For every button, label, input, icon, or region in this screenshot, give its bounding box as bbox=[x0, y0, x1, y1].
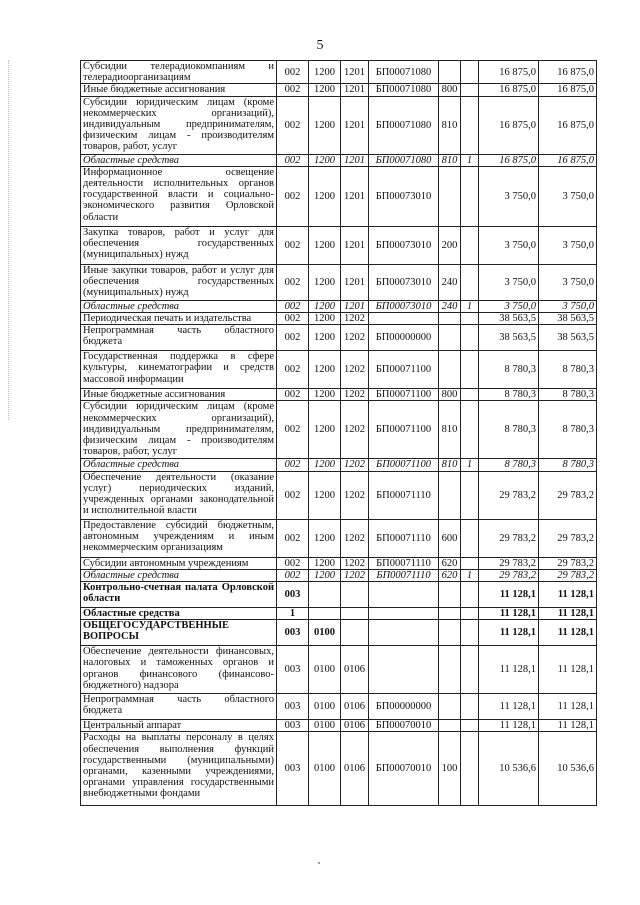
row-grbs-cell: 002 bbox=[277, 459, 309, 471]
row-section-cell: 1200 bbox=[309, 325, 341, 351]
row-name-cell: Субсидии юридическим лицам (кроме некоммерческих организаций), индивидуальным предпринимателям, физическим лицам - производителям товаров, работ, услуг bbox=[81, 96, 277, 154]
row-expense-type-cell bbox=[439, 166, 461, 226]
row-subsection-cell: 1201 bbox=[341, 61, 369, 84]
row-source-cell bbox=[461, 608, 479, 620]
row-section-cell: 0100 bbox=[309, 646, 341, 694]
table-row bbox=[81, 646, 597, 694]
row-value-1-cell: 8 780,3 bbox=[479, 351, 539, 389]
row-value-1-cell: 3 750,0 bbox=[479, 300, 539, 312]
row-grbs-cell: 003 bbox=[277, 720, 309, 732]
row-grbs-cell: 003 bbox=[277, 620, 309, 646]
row-expense-type-cell: 620 bbox=[439, 557, 461, 569]
row-subsection-cell: 1201 bbox=[341, 166, 369, 226]
row-subsection-cell: 0106 bbox=[341, 694, 369, 720]
row-target-article-cell: БП00071100 bbox=[369, 351, 439, 389]
row-name-cell: Непрограммная часть областного бюджета bbox=[81, 325, 277, 351]
table-row bbox=[81, 313, 597, 325]
row-name-cell: Иные закупки товаров, работ и услуг для обеспечения государственных (муниципальных) нужд bbox=[81, 264, 277, 300]
table-row bbox=[81, 264, 597, 300]
row-expense-type-cell bbox=[439, 620, 461, 646]
row-subsection-cell: 1201 bbox=[341, 84, 369, 96]
row-source-cell bbox=[461, 401, 479, 459]
row-name-cell: Предоставление субсидий бюджетным, автономным учреждениям и иным некоммерческим организациям bbox=[81, 519, 277, 557]
row-target-article-cell bbox=[369, 582, 439, 608]
row-value-2-cell: 29 783,2 bbox=[539, 557, 597, 569]
row-section-cell: 1200 bbox=[309, 351, 341, 389]
table-row bbox=[81, 154, 597, 166]
row-expense-type-cell: 200 bbox=[439, 226, 461, 264]
table-row bbox=[81, 300, 597, 312]
row-value-2-cell: 11 128,1 bbox=[539, 646, 597, 694]
row-value-2-cell: 29 783,2 bbox=[539, 569, 597, 581]
row-grbs-cell: 002 bbox=[277, 471, 309, 519]
row-value-1-cell: 38 563,5 bbox=[479, 313, 539, 325]
row-value-1-cell: 8 780,3 bbox=[479, 401, 539, 459]
row-name-cell: Областные средства bbox=[81, 300, 277, 312]
table-row bbox=[81, 61, 597, 84]
row-name-cell: Иные бюджетные ассигнования bbox=[81, 84, 277, 96]
row-value-2-cell: 10 536,6 bbox=[539, 732, 597, 806]
row-grbs-cell: 003 bbox=[277, 582, 309, 608]
row-target-article-cell: БП00071100 bbox=[369, 389, 439, 401]
row-source-cell bbox=[461, 582, 479, 608]
row-source-cell bbox=[461, 264, 479, 300]
row-subsection-cell: 1201 bbox=[341, 264, 369, 300]
table-row bbox=[81, 720, 597, 732]
row-value-1-cell: 3 750,0 bbox=[479, 264, 539, 300]
row-subsection-cell bbox=[341, 620, 369, 646]
row-name-cell: Расходы на выплаты персоналу в целях обеспечения выполнения функций государственными (муниципальными) органами, казенными учреждениями, органами управления государственными внебюджетными фондами bbox=[81, 732, 277, 806]
row-target-article-cell bbox=[369, 646, 439, 694]
row-subsection-cell: 1201 bbox=[341, 226, 369, 264]
row-value-2-cell: 3 750,0 bbox=[539, 166, 597, 226]
row-source-cell bbox=[461, 226, 479, 264]
row-name-cell: Информационное освещение деятельности исполнительных органов государственной власти и социально-экономического развития Орловской области bbox=[81, 166, 277, 226]
row-value-1-cell: 16 875,0 bbox=[479, 84, 539, 96]
row-value-1-cell: 16 875,0 bbox=[479, 96, 539, 154]
row-name-cell: Государственная поддержка в сфере культуры, кинематографии и средств массовой информации bbox=[81, 351, 277, 389]
row-grbs-cell: 003 bbox=[277, 646, 309, 694]
row-subsection-cell: 1202 bbox=[341, 569, 369, 581]
row-section-cell: 1200 bbox=[309, 264, 341, 300]
table-row bbox=[81, 582, 597, 608]
table-row bbox=[81, 519, 597, 557]
row-value-2-cell: 11 128,1 bbox=[539, 620, 597, 646]
row-section-cell bbox=[309, 608, 341, 620]
row-value-2-cell: 8 780,3 bbox=[539, 401, 597, 459]
table-row bbox=[81, 84, 597, 96]
row-grbs-cell: 002 bbox=[277, 300, 309, 312]
row-section-cell: 1200 bbox=[309, 226, 341, 264]
row-value-1-cell: 11 128,1 bbox=[479, 582, 539, 608]
row-expense-type-cell: 810 bbox=[439, 459, 461, 471]
row-value-2-cell: 38 563,5 bbox=[539, 313, 597, 325]
row-value-1-cell: 3 750,0 bbox=[479, 226, 539, 264]
row-value-1-cell: 29 783,2 bbox=[479, 557, 539, 569]
row-name-cell: Закупка товаров, работ и услуг для обеспечения государственных (муниципальных) нужд bbox=[81, 226, 277, 264]
row-source-cell bbox=[461, 325, 479, 351]
row-grbs-cell: 003 bbox=[277, 694, 309, 720]
row-grbs-cell: 002 bbox=[277, 96, 309, 154]
table-row bbox=[81, 166, 597, 226]
table-row bbox=[81, 401, 597, 459]
row-value-2-cell: 16 875,0 bbox=[539, 96, 597, 154]
row-source-cell bbox=[461, 61, 479, 84]
row-source-cell bbox=[461, 471, 479, 519]
row-subsection-cell: 1201 bbox=[341, 96, 369, 154]
table-row bbox=[81, 459, 597, 471]
row-grbs-cell: 002 bbox=[277, 226, 309, 264]
row-target-article-cell: БП00073010 bbox=[369, 300, 439, 312]
table-row bbox=[81, 620, 597, 646]
row-subsection-cell: 1202 bbox=[341, 519, 369, 557]
row-target-article-cell: БП00073010 bbox=[369, 226, 439, 264]
row-section-cell: 1200 bbox=[309, 471, 341, 519]
row-target-article-cell: БП00073010 bbox=[369, 166, 439, 226]
row-value-1-cell: 11 128,1 bbox=[479, 694, 539, 720]
row-section-cell: 1200 bbox=[309, 84, 341, 96]
row-source-cell: 1 bbox=[461, 300, 479, 312]
row-value-2-cell: 16 875,0 bbox=[539, 84, 597, 96]
row-source-cell: 1 bbox=[461, 154, 479, 166]
row-value-2-cell: 8 780,3 bbox=[539, 459, 597, 471]
row-subsection-cell bbox=[341, 608, 369, 620]
table-row bbox=[81, 471, 597, 519]
row-subsection-cell bbox=[341, 582, 369, 608]
row-value-1-cell: 8 780,3 bbox=[479, 459, 539, 471]
row-expense-type-cell bbox=[439, 325, 461, 351]
row-name-cell: Иные бюджетные ассигнования bbox=[81, 389, 277, 401]
row-grbs-cell: 002 bbox=[277, 166, 309, 226]
row-grbs-cell: 002 bbox=[277, 264, 309, 300]
row-target-article-cell: БП00071080 bbox=[369, 96, 439, 154]
table-row bbox=[81, 389, 597, 401]
row-value-1-cell: 11 128,1 bbox=[479, 720, 539, 732]
row-section-cell: 1200 bbox=[309, 519, 341, 557]
row-section-cell: 0100 bbox=[309, 732, 341, 806]
row-grbs-cell: 002 bbox=[277, 557, 309, 569]
row-subsection-cell: 0106 bbox=[341, 732, 369, 806]
row-source-cell: 1 bbox=[461, 569, 479, 581]
row-value-1-cell: 11 128,1 bbox=[479, 620, 539, 646]
row-target-article-cell: БП00071110 bbox=[369, 557, 439, 569]
row-section-cell: 1200 bbox=[309, 401, 341, 459]
row-expense-type-cell: 240 bbox=[439, 300, 461, 312]
row-value-1-cell: 29 783,2 bbox=[479, 569, 539, 581]
row-subsection-cell: 1202 bbox=[341, 471, 369, 519]
row-value-2-cell: 8 780,3 bbox=[539, 351, 597, 389]
row-name-cell: Обеспечение деятельности (оказание услуг) периодических изданий, учрежденных органами законодательной и исполнительной власти bbox=[81, 471, 277, 519]
table-row bbox=[81, 351, 597, 389]
row-name-cell: ОБЩЕГОСУДАРСТВЕННЫЕ ВОПРОСЫ bbox=[81, 620, 277, 646]
row-expense-type-cell: 800 bbox=[439, 389, 461, 401]
row-expense-type-cell bbox=[439, 313, 461, 325]
row-section-cell: 1200 bbox=[309, 569, 341, 581]
table-row bbox=[81, 694, 597, 720]
row-expense-type-cell bbox=[439, 61, 461, 84]
row-subsection-cell: 1202 bbox=[341, 389, 369, 401]
row-section-cell: 0100 bbox=[309, 720, 341, 732]
row-expense-type-cell: 800 bbox=[439, 84, 461, 96]
row-grbs-cell: 002 bbox=[277, 84, 309, 96]
row-grbs-cell: 002 bbox=[277, 61, 309, 84]
row-grbs-cell: 1 bbox=[277, 608, 309, 620]
row-target-article-cell: БП00071110 bbox=[369, 471, 439, 519]
row-grbs-cell: 002 bbox=[277, 519, 309, 557]
row-name-cell: Областные средства bbox=[81, 154, 277, 166]
row-target-article-cell bbox=[369, 608, 439, 620]
row-target-article-cell: БП00071080 bbox=[369, 154, 439, 166]
row-section-cell: 1200 bbox=[309, 313, 341, 325]
row-value-2-cell: 11 128,1 bbox=[539, 694, 597, 720]
row-expense-type-cell bbox=[439, 694, 461, 720]
table-row bbox=[81, 226, 597, 264]
row-value-1-cell: 3 750,0 bbox=[479, 166, 539, 226]
row-subsection-cell: 0106 bbox=[341, 720, 369, 732]
row-name-cell: Субсидии автономным учреждениям bbox=[81, 557, 277, 569]
row-section-cell: 0100 bbox=[309, 694, 341, 720]
row-source-cell bbox=[461, 646, 479, 694]
row-source-cell bbox=[461, 557, 479, 569]
row-subsection-cell: 1202 bbox=[341, 313, 369, 325]
row-grbs-cell: 002 bbox=[277, 401, 309, 459]
row-expense-type-cell: 240 bbox=[439, 264, 461, 300]
row-source-cell bbox=[461, 620, 479, 646]
row-subsection-cell: 1202 bbox=[341, 459, 369, 471]
scan-speck bbox=[318, 862, 320, 864]
row-expense-type-cell: 810 bbox=[439, 96, 461, 154]
table-row bbox=[81, 732, 597, 806]
row-value-1-cell: 29 783,2 bbox=[479, 471, 539, 519]
row-source-cell bbox=[461, 389, 479, 401]
row-target-article-cell: БП00070010 bbox=[369, 720, 439, 732]
row-source-cell bbox=[461, 96, 479, 154]
row-source-cell bbox=[461, 519, 479, 557]
row-section-cell: 1200 bbox=[309, 154, 341, 166]
row-target-article-cell: БП00071080 bbox=[369, 84, 439, 96]
row-value-1-cell: 8 780,3 bbox=[479, 389, 539, 401]
row-grbs-cell: 002 bbox=[277, 569, 309, 581]
row-source-cell bbox=[461, 694, 479, 720]
row-grbs-cell: 002 bbox=[277, 325, 309, 351]
row-source-cell bbox=[461, 313, 479, 325]
row-source-cell bbox=[461, 732, 479, 806]
row-value-1-cell: 16 875,0 bbox=[479, 154, 539, 166]
row-value-2-cell: 16 875,0 bbox=[539, 61, 597, 84]
row-source-cell bbox=[461, 166, 479, 226]
row-value-2-cell: 3 750,0 bbox=[539, 300, 597, 312]
row-expense-type-cell: 810 bbox=[439, 154, 461, 166]
row-name-cell: Непрограммная часть областного бюджета bbox=[81, 694, 277, 720]
row-expense-type-cell bbox=[439, 608, 461, 620]
row-target-article-cell: БП00071110 bbox=[369, 569, 439, 581]
row-value-2-cell: 29 783,2 bbox=[539, 471, 597, 519]
row-expense-type-cell: 100 bbox=[439, 732, 461, 806]
row-value-2-cell: 16 875,0 bbox=[539, 154, 597, 166]
table-row bbox=[81, 557, 597, 569]
row-value-1-cell: 29 783,2 bbox=[479, 519, 539, 557]
row-target-article-cell bbox=[369, 620, 439, 646]
table-row bbox=[81, 325, 597, 351]
row-value-1-cell: 16 875,0 bbox=[479, 61, 539, 84]
row-section-cell: 1200 bbox=[309, 300, 341, 312]
budget-table bbox=[80, 60, 597, 806]
row-expense-type-cell: 600 bbox=[439, 519, 461, 557]
row-value-2-cell: 29 783,2 bbox=[539, 519, 597, 557]
row-grbs-cell: 002 bbox=[277, 389, 309, 401]
row-subsection-cell: 1202 bbox=[341, 325, 369, 351]
row-expense-type-cell bbox=[439, 351, 461, 389]
budget-table-body bbox=[81, 61, 597, 806]
row-target-article-cell: БП00071080 bbox=[369, 61, 439, 84]
table-row bbox=[81, 96, 597, 154]
row-expense-type-cell bbox=[439, 646, 461, 694]
row-source-cell bbox=[461, 351, 479, 389]
row-value-2-cell: 38 563,5 bbox=[539, 325, 597, 351]
row-value-2-cell: 11 128,1 bbox=[539, 608, 597, 620]
page-number: 5 bbox=[316, 38, 324, 53]
row-name-cell: Областные средства bbox=[81, 569, 277, 581]
row-name-cell: Областные средства bbox=[81, 459, 277, 471]
row-target-article-cell: БП00071100 bbox=[369, 401, 439, 459]
table-row bbox=[81, 608, 597, 620]
scan-margin-line bbox=[8, 60, 10, 420]
row-section-cell: 1200 bbox=[309, 459, 341, 471]
row-name-cell: Субсидии юридическим лицам (кроме некоммерческих организаций), индивидуальным предпринимателям, физическим лицам - производителям товаров, работ, услуг bbox=[81, 401, 277, 459]
row-target-article-cell: БП00071110 bbox=[369, 519, 439, 557]
row-target-article-cell: БП00073010 bbox=[369, 264, 439, 300]
row-expense-type-cell bbox=[439, 471, 461, 519]
row-expense-type-cell: 620 bbox=[439, 569, 461, 581]
row-value-1-cell: 11 128,1 bbox=[479, 646, 539, 694]
row-section-cell: 1200 bbox=[309, 61, 341, 84]
row-name-cell: Областные средства bbox=[81, 608, 277, 620]
row-source-cell bbox=[461, 720, 479, 732]
row-expense-type-cell bbox=[439, 720, 461, 732]
row-subsection-cell: 1201 bbox=[341, 300, 369, 312]
row-name-cell: Центральный аппарат bbox=[81, 720, 277, 732]
row-value-2-cell: 11 128,1 bbox=[539, 582, 597, 608]
row-name-cell: Обеспечение деятельности финансовых, налоговых и таможенных органов и органов финансового (финансово-бюджетного) надзора bbox=[81, 646, 277, 694]
row-value-2-cell: 8 780,3 bbox=[539, 389, 597, 401]
row-value-1-cell: 10 536,6 bbox=[479, 732, 539, 806]
row-grbs-cell: 002 bbox=[277, 154, 309, 166]
row-subsection-cell: 1202 bbox=[341, 401, 369, 459]
row-value-2-cell: 3 750,0 bbox=[539, 264, 597, 300]
row-section-cell: 1200 bbox=[309, 166, 341, 226]
row-value-2-cell: 3 750,0 bbox=[539, 226, 597, 264]
row-value-1-cell: 11 128,1 bbox=[479, 608, 539, 620]
row-subsection-cell: 0106 bbox=[341, 646, 369, 694]
row-grbs-cell: 002 bbox=[277, 313, 309, 325]
row-target-article-cell: БП00070010 bbox=[369, 732, 439, 806]
row-section-cell: 0100 bbox=[309, 620, 341, 646]
row-section-cell bbox=[309, 582, 341, 608]
row-name-cell: Субсидии телерадиокомпаниям и телерадиоорганизациям bbox=[81, 61, 277, 84]
row-source-cell: 1 bbox=[461, 459, 479, 471]
row-target-article-cell: БП00000000 bbox=[369, 694, 439, 720]
row-name-cell: Периодическая печать и издательства bbox=[81, 313, 277, 325]
row-grbs-cell: 003 bbox=[277, 732, 309, 806]
row-value-1-cell: 38 563,5 bbox=[479, 325, 539, 351]
row-expense-type-cell: 810 bbox=[439, 401, 461, 459]
row-subsection-cell: 1202 bbox=[341, 557, 369, 569]
row-subsection-cell: 1202 bbox=[341, 351, 369, 389]
row-name-cell: Контрольно-счетная палата Орловской области bbox=[81, 582, 277, 608]
row-section-cell: 1200 bbox=[309, 96, 341, 154]
table-row bbox=[81, 569, 597, 581]
row-expense-type-cell bbox=[439, 582, 461, 608]
row-value-2-cell: 11 128,1 bbox=[539, 720, 597, 732]
row-target-article-cell: БП00071100 bbox=[369, 459, 439, 471]
row-section-cell: 1200 bbox=[309, 557, 341, 569]
row-subsection-cell: 1201 bbox=[341, 154, 369, 166]
row-target-article-cell: БП00000000 bbox=[369, 325, 439, 351]
row-section-cell: 1200 bbox=[309, 389, 341, 401]
row-target-article-cell bbox=[369, 313, 439, 325]
row-source-cell bbox=[461, 84, 479, 96]
row-grbs-cell: 002 bbox=[277, 351, 309, 389]
